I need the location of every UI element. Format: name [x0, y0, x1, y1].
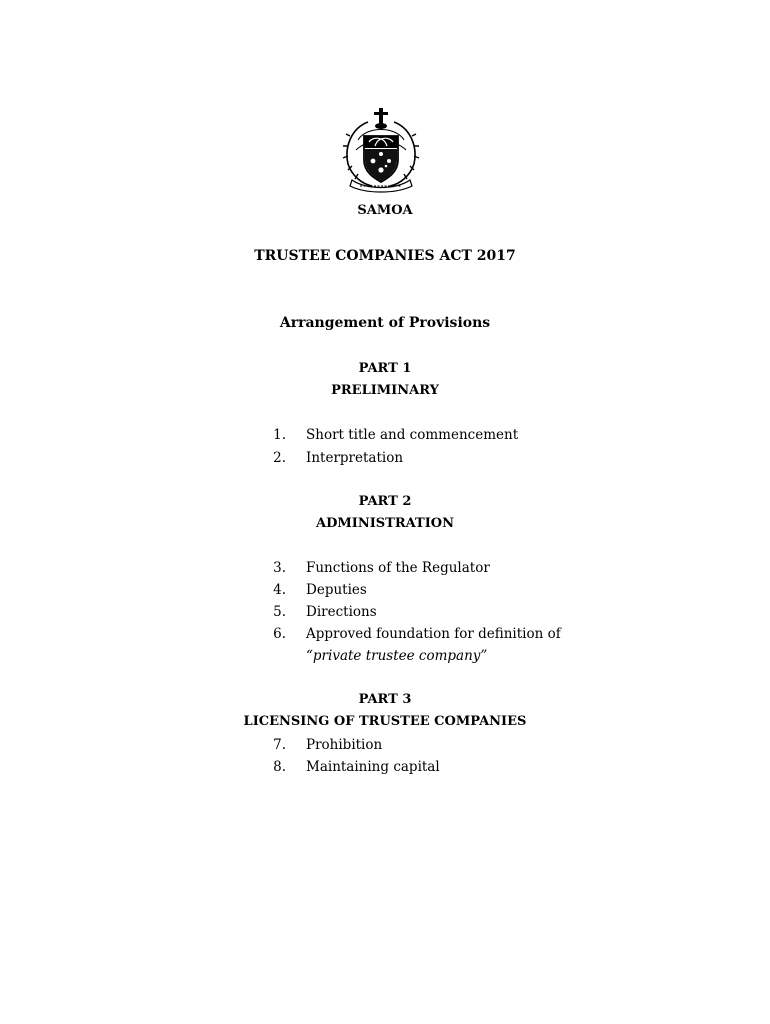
provision-number: 6.: [273, 626, 286, 642]
part-name: PRELIMINARY: [331, 383, 439, 398]
provision-number: 7.: [273, 737, 286, 753]
provision-number: 8.: [273, 759, 286, 775]
provision-item: [0, 759, 770, 779]
provision-title: Short title and commencement: [306, 427, 519, 443]
provision-title: Maintaining capital: [306, 759, 440, 775]
part-number: PART 2: [358, 494, 412, 509]
provision-number: 4.: [273, 582, 286, 598]
provision-item: [0, 450, 770, 470]
provision-title: Directions: [306, 604, 377, 620]
provision-item: [0, 560, 770, 580]
part-number: PART 1: [358, 361, 412, 376]
part-name: ADMINISTRATION: [316, 516, 454, 531]
part-number: PART 3: [358, 692, 412, 707]
provision-number: 5.: [273, 604, 286, 620]
provision-item: [0, 604, 770, 624]
provision-title-continuation: “private trustee company”: [306, 648, 488, 664]
provision-number: 2.: [273, 450, 286, 466]
provision-title: Interpretation: [306, 450, 404, 466]
provision-title: Prohibition: [306, 737, 383, 753]
provision-title: Approved foundation for definition of: [306, 626, 561, 642]
arrangement-heading: Arrangement of Provisions: [279, 315, 491, 331]
act-title: TRUSTEE COMPANIES ACT 2017: [254, 248, 516, 264]
provision-number: 1.: [273, 427, 286, 443]
provision-title: Deputies: [306, 582, 367, 598]
provision-item: [0, 737, 770, 757]
country-heading: SAMOA: [357, 203, 413, 218]
provision-item: [0, 626, 770, 664]
provision-item: [0, 427, 770, 447]
coat-of-arms-icon: [338, 106, 424, 194]
part-name: LICENSING OF TRUSTEE COMPANIES: [243, 714, 527, 729]
provision-number: 3.: [273, 560, 286, 576]
provision-item: [0, 582, 770, 602]
provision-title: Functions of the Regulator: [306, 560, 490, 576]
